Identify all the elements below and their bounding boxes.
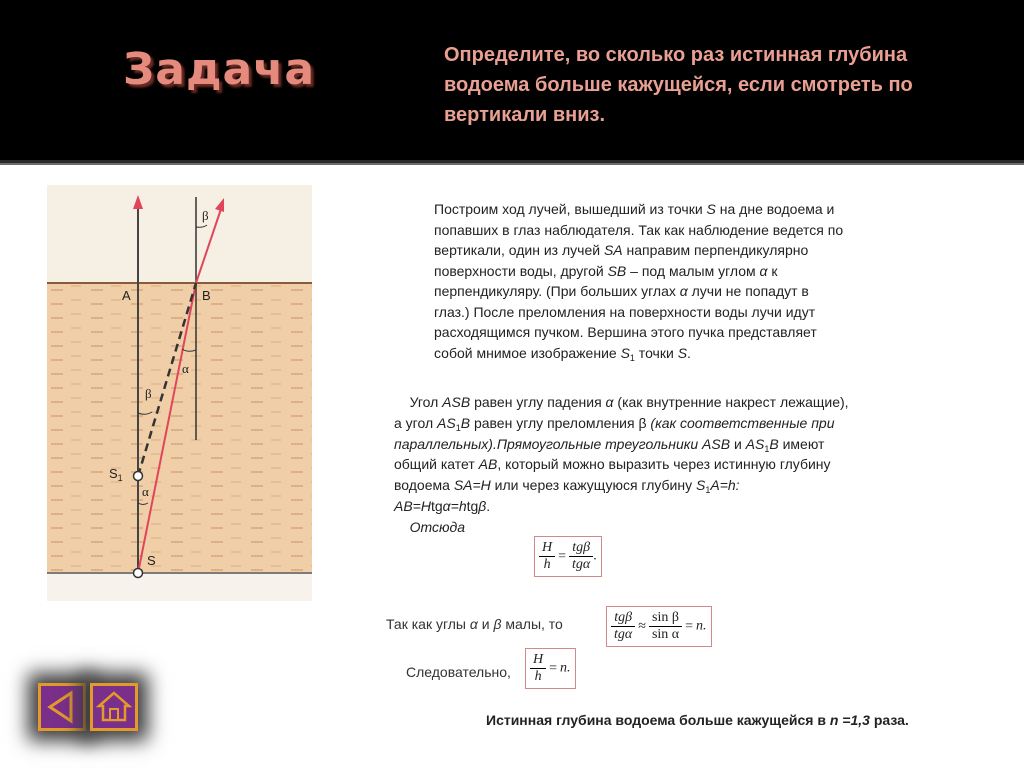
line2-beta: β (493, 616, 502, 632)
explanation-paragraph-1 (434, 199, 844, 363)
label-s1-sub: 1 (117, 473, 123, 483)
label-b: B (202, 288, 211, 303)
p2-text: (как внутренние накрест лежащие), а угол (394, 394, 849, 431)
p1-text: на дне водоема и попавших в глаз наблюдателя. Так как наблюдение ведется по вертикали, один из лучей (434, 201, 844, 258)
p2-hence: Отсюда (409, 518, 466, 535)
p2-beta: β (478, 497, 487, 514)
numerator: H (539, 540, 555, 557)
therefore-label: Следовательно, (406, 664, 511, 680)
refractive-index: n. (560, 660, 571, 676)
problem-question: Определите, во сколько раз истинная глубина водоема больше кажущейся, если смотреть по вертикали вниз. (444, 44, 913, 126)
small-angles-text (386, 616, 563, 632)
numerator: H (530, 652, 546, 669)
numerator: sin β (649, 610, 682, 627)
p1-text: лучи не попадут в глаз.) После преломления на поверхности воды лучи идут расходящимся пучком. Вершина этого пучка представляет собой мнимое изображение (434, 283, 817, 361)
equals-sign: = (549, 660, 558, 676)
denominator: h (543, 557, 551, 572)
p2-var-as: AS (437, 414, 456, 431)
fraction-H-over-h (530, 652, 546, 685)
p1-var-s: S (706, 201, 716, 217)
p2-var-asb: ASB (702, 435, 731, 452)
point-s1 (134, 472, 143, 481)
p1-text: к перпендикуляру. (При больших углах (434, 262, 778, 299)
header-divider-light (0, 163, 1024, 165)
p1-sub: 1 (629, 352, 635, 363)
p2-tg: tg (430, 497, 443, 514)
conclusion-part: раза. (869, 712, 909, 728)
p1-text: направим перпендикулярно поверхности воды, другой (434, 242, 809, 279)
line2-alpha: α (469, 616, 478, 632)
home-button[interactable] (90, 683, 138, 731)
label-alpha-mid: α (182, 361, 189, 376)
p2-var-s1: S (696, 477, 706, 494)
conclusion-text (486, 712, 909, 728)
p2-alpha: α (442, 497, 451, 514)
label-s: S (147, 553, 156, 568)
formula-dot: . (593, 548, 597, 564)
p2-var-b: B (460, 414, 471, 431)
p2-text-italic: (как соответственные при параллельных).Прямоугольные треугольники (394, 414, 835, 452)
line2-text: малы, то (501, 616, 563, 632)
point-s (134, 569, 143, 578)
p1-text: Построим ход лучей, вышедший из точки (434, 201, 707, 217)
line2-text: Так как углы (386, 616, 470, 632)
denominator: tgα (614, 627, 633, 642)
p1-var-s1: S (620, 344, 630, 361)
p1-text: . (687, 344, 691, 361)
numerator: tgβ (611, 610, 635, 627)
fraction-H-over-h (539, 540, 555, 573)
p2-var-abh: AB=H (394, 497, 431, 514)
p2-sub: 1 (764, 443, 770, 454)
p2-var-ab: AB (478, 456, 498, 473)
formula-depth-ratio (534, 536, 602, 577)
p2-text: или через кажущуюся глубину (490, 477, 696, 494)
label-beta-top: β (202, 208, 209, 223)
p1-alpha: α (679, 283, 688, 299)
p2-tg: tg (466, 497, 479, 514)
p1-alpha: α (759, 262, 768, 279)
p2-var-as: AS (745, 435, 765, 452)
home-icon (93, 686, 135, 728)
conclusion-value: n =1,3 (829, 712, 870, 728)
explanation-paragraph-2 (394, 392, 849, 538)
water-region (47, 282, 312, 572)
p2-text: имеют общий катет (394, 435, 825, 473)
air-region (47, 185, 312, 282)
p1-text: – под малым углом (626, 262, 760, 279)
p1-var-s: S (677, 344, 688, 361)
equals-sign: = (685, 618, 694, 634)
label-alpha-low: α (142, 484, 149, 499)
p2-text: равен углу падения (470, 394, 606, 410)
line2-text: и (477, 616, 494, 632)
approx-sign: ≈ (638, 618, 646, 634)
p2-sub: 1 (705, 485, 711, 496)
refractive-index: n. (696, 618, 707, 634)
p2-var-ah: A=h: (710, 477, 740, 494)
fraction-sin (649, 610, 682, 643)
conclusion-part: Истинная глубина водоема больше кажущейся в (486, 712, 830, 728)
p1-var-sb: SB (607, 262, 627, 279)
p2-text: равен углу преломления (470, 414, 639, 431)
p2-var-sah: SA=H (453, 477, 491, 494)
formula-approximation (606, 606, 712, 647)
label-s1-letter: S (109, 466, 118, 481)
p2-text: Угол (409, 394, 443, 410)
p2-text: и (730, 435, 746, 452)
p1-var-sa: SA (603, 242, 623, 258)
fraction-tg (611, 610, 635, 643)
p2-var-asb: ASB (442, 394, 471, 410)
equals-sign: = (558, 548, 567, 564)
p1-text: точки (634, 344, 678, 361)
refraction-diagram (47, 185, 312, 601)
denominator: h (534, 669, 542, 684)
p2-beta: β (638, 414, 647, 431)
label-a: A (122, 288, 131, 303)
denominator: tgα (572, 557, 591, 572)
label-beta-mid: β (145, 386, 152, 401)
p2-var-h: =h (450, 497, 467, 514)
pond-bottom (47, 572, 312, 601)
numerator: tgβ (569, 540, 593, 557)
denominator: sin α (651, 627, 680, 642)
p2-text: , который можно выразить через истинную глубину водоема (394, 456, 831, 494)
p2-var-b: B (769, 435, 779, 452)
p2-sub: 1 (455, 422, 461, 433)
back-arrow-icon (41, 686, 83, 728)
back-button[interactable] (38, 683, 86, 731)
p2-alpha: α (605, 394, 614, 410)
slide-title: Задача (123, 44, 316, 95)
formula-result (525, 648, 576, 689)
p2-text: . (486, 497, 491, 514)
fraction-tg (569, 540, 593, 573)
